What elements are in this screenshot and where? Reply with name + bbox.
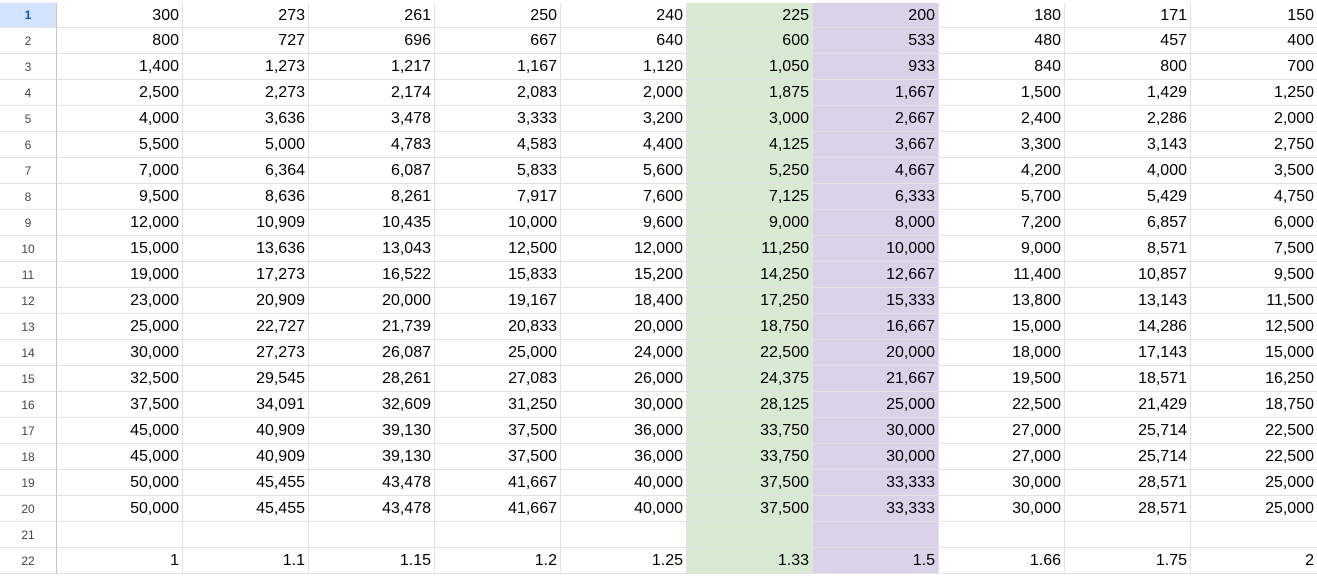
table-cell[interactable]: 3,667 [813,132,939,158]
table-cell[interactable]: 25,000 [1191,496,1317,522]
row-header[interactable]: 17 [0,418,57,444]
table-cell[interactable]: 28,125 [687,392,813,418]
table-cell[interactable]: 1 [57,548,183,574]
table-row [0,28,1317,54]
table-cell[interactable]: 15,333 [813,288,939,314]
table-cell[interactable]: 26,000 [561,366,687,392]
table-cell[interactable]: 1.75 [1065,548,1191,574]
table-cell[interactable]: 1,875 [687,80,813,106]
table-cell[interactable]: 24,000 [561,340,687,366]
table-cell[interactable]: 1.15 [309,548,435,574]
table-cell[interactable]: 10,435 [309,210,435,236]
table-cell[interactable]: 2,750 [1191,132,1317,158]
table-cell[interactable]: 4,583 [435,132,561,158]
table-cell[interactable]: 2,174 [309,80,435,106]
table-cell[interactable]: 22,727 [183,314,309,340]
table-cell[interactable]: 13,636 [183,236,309,262]
table-cell[interactable]: 17,250 [687,288,813,314]
table-cell[interactable]: 15,200 [561,262,687,288]
table-cell[interactable]: 43,478 [309,470,435,496]
table-row [0,184,1317,210]
table-cell[interactable]: 45,455 [183,470,309,496]
table-cell[interactable]: 39,130 [309,418,435,444]
table-cell[interactable]: 2,273 [183,80,309,106]
table-cell[interactable]: 9,500 [57,184,183,210]
table-cell[interactable]: 4,125 [687,132,813,158]
table-cell[interactable]: 23,000 [57,288,183,314]
table-cell[interactable]: 16,522 [309,262,435,288]
table-cell[interactable]: 1,050 [687,54,813,80]
table-cell[interactable]: 4,783 [309,132,435,158]
table-cell[interactable]: 1.5 [813,548,939,574]
table-cell[interactable]: 20,000 [813,340,939,366]
table-cell[interactable]: 4,400 [561,132,687,158]
table-cell[interactable]: 533 [813,28,939,54]
table-cell[interactable]: 37,500 [435,444,561,470]
table-cell[interactable]: 17,143 [1065,340,1191,366]
table-cell[interactable]: 600 [687,28,813,54]
table-cell[interactable]: 8,571 [1065,236,1191,262]
table-cell[interactable]: 171 [1065,3,1191,28]
table-cell[interactable]: 20,000 [309,288,435,314]
table-cell[interactable]: 32,609 [309,392,435,418]
table-cell[interactable]: 10,000 [813,236,939,262]
table-cell[interactable]: 4,750 [1191,184,1317,210]
table-cell[interactable]: 7,125 [687,184,813,210]
table-cell[interactable]: 18,571 [1065,366,1191,392]
table-cell[interactable]: 30,000 [813,444,939,470]
table-cell[interactable]: 1.1 [183,548,309,574]
table-cell[interactable]: 30,000 [939,496,1065,522]
table-cell[interactable]: 3,000 [687,106,813,132]
row-header[interactable]: 6 [0,132,57,158]
table-cell[interactable]: 727 [183,28,309,54]
table-cell[interactable]: 1,500 [939,80,1065,106]
table-cell[interactable]: 27,000 [939,418,1065,444]
table-cell[interactable]: 5,833 [435,158,561,184]
table-cell[interactable]: 3,500 [1191,158,1317,184]
table-cell[interactable]: 3,333 [435,106,561,132]
table-cell[interactable] [1191,522,1317,548]
table-cell[interactable]: 15,000 [57,236,183,262]
table-cell[interactable]: 32,500 [57,366,183,392]
table-cell[interactable]: 400 [1191,28,1317,54]
table-cell[interactable]: 3,636 [183,106,309,132]
table-row [0,522,1317,548]
table-cell[interactable]: 1,273 [183,54,309,80]
table-cell[interactable]: 50,000 [57,496,183,522]
table-cell[interactable]: 30,000 [57,340,183,366]
row-header[interactable]: 9 [0,210,57,236]
table-row [0,314,1317,340]
table-cell[interactable]: 1.66 [939,548,1065,574]
table-cell[interactable] [57,522,183,548]
table-cell[interactable]: 7,500 [1191,236,1317,262]
table-cell[interactable]: 33,750 [687,444,813,470]
table-cell[interactable]: 9,000 [939,236,1065,262]
table-cell[interactable]: 800 [1065,54,1191,80]
table-cell[interactable]: 5,700 [939,184,1065,210]
table-cell[interactable]: 33,750 [687,418,813,444]
table-cell[interactable]: 41,667 [435,470,561,496]
table-cell[interactable]: 22,500 [1191,418,1317,444]
table-cell[interactable]: 2,000 [561,80,687,106]
table-row [0,106,1317,132]
row-header[interactable]: 22 [0,548,57,574]
row-header[interactable]: 2 [0,28,57,54]
table-cell[interactable]: 31,250 [435,392,561,418]
table-row [0,392,1317,418]
table-row [0,496,1317,522]
table-cell[interactable]: 21,739 [309,314,435,340]
table-cell[interactable]: 7,917 [435,184,561,210]
table-cell[interactable]: 41,667 [435,496,561,522]
table-cell[interactable]: 300 [57,3,183,28]
table-row [0,132,1317,158]
table-row [0,158,1317,184]
row-header[interactable]: 16 [0,392,57,418]
table-cell[interactable]: 6,333 [813,184,939,210]
table-cell[interactable]: 180 [939,3,1065,28]
table-cell[interactable]: 27,083 [435,366,561,392]
table-cell[interactable]: 22,500 [939,392,1065,418]
table-cell[interactable]: 13,043 [309,236,435,262]
table-cell[interactable]: 15,000 [939,314,1065,340]
table-cell[interactable]: 667 [435,28,561,54]
table-cell[interactable]: 20,833 [435,314,561,340]
table-cell[interactable]: 800 [57,28,183,54]
table-cell[interactable]: 16,667 [813,314,939,340]
table-cell[interactable] [561,522,687,548]
table-cell[interactable]: 10,857 [1065,262,1191,288]
table-cell[interactable]: 26,087 [309,340,435,366]
table-cell[interactable]: 37,500 [57,392,183,418]
table-cell[interactable]: 40,909 [183,444,309,470]
table-cell[interactable]: 13,800 [939,288,1065,314]
row-header[interactable]: 3 [0,54,57,80]
table-cell[interactable]: 21,667 [813,366,939,392]
table-cell[interactable]: 1.25 [561,548,687,574]
spreadsheet-grid [0,3,1317,574]
table-row [0,366,1317,392]
table-cell[interactable]: 1,667 [813,80,939,106]
table-cell[interactable]: 36,000 [561,418,687,444]
table-cell[interactable]: 200 [813,3,939,28]
table-cell[interactable]: 25,000 [57,314,183,340]
table-cell[interactable]: 18,750 [687,314,813,340]
table-cell[interactable] [939,522,1065,548]
table-cell[interactable]: 273 [183,3,309,28]
table-cell[interactable]: 45,455 [183,496,309,522]
row-header[interactable]: 1 [0,3,57,28]
table-cell[interactable]: 3,300 [939,132,1065,158]
table-row [0,236,1317,262]
table-cell[interactable]: 18,400 [561,288,687,314]
table-cell[interactable]: 2,000 [1191,106,1317,132]
table-cell[interactable]: 1,167 [435,54,561,80]
table-cell[interactable] [687,522,813,548]
table-cell[interactable]: 6,087 [309,158,435,184]
table-cell[interactable]: 6,857 [1065,210,1191,236]
table-cell[interactable]: 39,130 [309,444,435,470]
table-cell[interactable]: 840 [939,54,1065,80]
row-header[interactable]: 15 [0,366,57,392]
table-cell[interactable]: 22,500 [687,340,813,366]
table-cell[interactable]: 5,250 [687,158,813,184]
row-header[interactable]: 18 [0,444,57,470]
table-cell[interactable]: 7,200 [939,210,1065,236]
row-header[interactable]: 10 [0,236,57,262]
table-cell[interactable]: 10,000 [435,210,561,236]
table-cell[interactable]: 11,500 [1191,288,1317,314]
table-cell[interactable]: 17,273 [183,262,309,288]
table-cell[interactable]: 1,429 [1065,80,1191,106]
table-cell[interactable]: 37,500 [435,418,561,444]
table-cell[interactable]: 1.2 [435,548,561,574]
table-row [0,54,1317,80]
row-header[interactable]: 19 [0,470,57,496]
table-cell[interactable]: 9,500 [1191,262,1317,288]
row-header[interactable]: 13 [0,314,57,340]
table-cell[interactable]: 33,333 [813,470,939,496]
table-cell[interactable]: 30,000 [561,392,687,418]
table-cell[interactable]: 250 [435,3,561,28]
table-cell[interactable]: 11,250 [687,236,813,262]
table-cell[interactable]: 43,478 [309,496,435,522]
table-cell[interactable] [309,522,435,548]
table-cell[interactable]: 700 [1191,54,1317,80]
table-cell[interactable]: 2 [1191,548,1317,574]
table-cell[interactable]: 1,400 [57,54,183,80]
table-cell[interactable]: 19,167 [435,288,561,314]
table-cell[interactable]: 37,500 [687,496,813,522]
table-cell[interactable]: 3,200 [561,106,687,132]
table-cell[interactable]: 33,333 [813,496,939,522]
table-cell[interactable]: 7,600 [561,184,687,210]
row-header[interactable]: 14 [0,340,57,366]
table-row [0,262,1317,288]
table-cell[interactable]: 18,000 [939,340,1065,366]
table-cell[interactable] [1065,522,1191,548]
table-cell[interactable] [435,522,561,548]
table-cell[interactable]: 19,000 [57,262,183,288]
table-cell[interactable]: 5,000 [183,132,309,158]
table-cell[interactable]: 27,000 [939,444,1065,470]
table-cell[interactable]: 480 [939,28,1065,54]
table-row [0,418,1317,444]
row-header[interactable]: 4 [0,80,57,106]
table-cell[interactable]: 8,636 [183,184,309,210]
table-row [0,444,1317,470]
table-cell[interactable]: 25,000 [813,392,939,418]
table-row [0,80,1317,106]
row-header[interactable]: 5 [0,106,57,132]
table-cell[interactable]: 25,000 [1191,470,1317,496]
table-cell[interactable]: 15,833 [435,262,561,288]
table-cell[interactable]: 30,000 [813,418,939,444]
table-cell[interactable]: 1.33 [687,548,813,574]
table-cell[interactable]: 5,429 [1065,184,1191,210]
table-cell[interactable]: 9,000 [687,210,813,236]
table-cell[interactable]: 15,000 [1191,340,1317,366]
table-row [0,210,1317,236]
table-cell[interactable]: 3,478 [309,106,435,132]
table-cell[interactable]: 225 [687,3,813,28]
row-header[interactable]: 20 [0,496,57,522]
table-cell[interactable]: 25,000 [435,340,561,366]
table-cell[interactable]: 25,714 [1065,418,1191,444]
table-cell[interactable]: 28,571 [1065,470,1191,496]
table-cell[interactable]: 5,600 [561,158,687,184]
table-cell[interactable]: 6,000 [1191,210,1317,236]
table-cell[interactable]: 14,250 [687,262,813,288]
table-cell[interactable] [183,522,309,548]
table-cell[interactable]: 150 [1191,3,1317,28]
table-cell[interactable]: 18,750 [1191,392,1317,418]
row-header[interactable]: 12 [0,288,57,314]
table-cell[interactable]: 11,400 [939,262,1065,288]
table-cell[interactable]: 20,000 [561,314,687,340]
table-cell[interactable]: 19,500 [939,366,1065,392]
table-cell[interactable]: 12,000 [561,236,687,262]
table-cell[interactable]: 2,400 [939,106,1065,132]
table-cell[interactable]: 2,083 [435,80,561,106]
row-header[interactable]: 21 [0,522,57,548]
table-cell[interactable]: 25,714 [1065,444,1191,470]
table-cell[interactable]: 21,429 [1065,392,1191,418]
table-row [0,3,1317,28]
table-cell[interactable]: 45,000 [57,418,183,444]
table-cell[interactable]: 28,261 [309,366,435,392]
table-cell[interactable]: 240 [561,3,687,28]
table-row [0,548,1317,574]
table-cell[interactable]: 28,571 [1065,496,1191,522]
table-cell[interactable]: 10,909 [183,210,309,236]
table-cell[interactable]: 50,000 [57,470,183,496]
table-cell[interactable]: 261 [309,3,435,28]
table-cell[interactable]: 12,000 [57,210,183,236]
table-cell[interactable]: 12,667 [813,262,939,288]
table-cell[interactable]: 22,500 [1191,444,1317,470]
table-cell[interactable]: 34,091 [183,392,309,418]
row-header[interactable]: 7 [0,158,57,184]
table-cell[interactable]: 457 [1065,28,1191,54]
table-cell[interactable]: 933 [813,54,939,80]
row-header[interactable]: 8 [0,184,57,210]
table-cell[interactable]: 2,500 [57,80,183,106]
table-cell[interactable]: 14,286 [1065,314,1191,340]
table-cell[interactable]: 40,000 [561,496,687,522]
table-cell[interactable]: 27,273 [183,340,309,366]
table-cell[interactable]: 2,286 [1065,106,1191,132]
table-cell[interactable]: 16,250 [1191,366,1317,392]
table-cell[interactable]: 40,909 [183,418,309,444]
table-cell[interactable]: 640 [561,28,687,54]
table-cell[interactable]: 4,000 [1065,158,1191,184]
table-cell[interactable]: 12,500 [1191,314,1317,340]
table-cell[interactable]: 1,120 [561,54,687,80]
table-cell[interactable]: 4,667 [813,158,939,184]
table-cell[interactable] [813,522,939,548]
table-cell[interactable]: 5,500 [57,132,183,158]
table-cell[interactable]: 36,000 [561,444,687,470]
table-cell[interactable]: 12,500 [435,236,561,262]
table-row [0,340,1317,366]
table-cell[interactable]: 7,000 [57,158,183,184]
table-cell[interactable]: 45,000 [57,444,183,470]
table-row [0,288,1317,314]
table-cell[interactable]: 40,000 [561,470,687,496]
table-cell[interactable]: 696 [309,28,435,54]
table-cell[interactable]: 6,364 [183,158,309,184]
table-cell[interactable]: 9,600 [561,210,687,236]
table-cell[interactable]: 4,000 [57,106,183,132]
table-cell[interactable]: 8,261 [309,184,435,210]
table-cell[interactable]: 24,375 [687,366,813,392]
table-cell[interactable]: 2,667 [813,106,939,132]
row-header[interactable]: 11 [0,262,57,288]
table-cell[interactable]: 1,250 [1191,80,1317,106]
table-row [0,470,1317,496]
table-cell[interactable]: 1,217 [309,54,435,80]
table-cell[interactable]: 37,500 [687,470,813,496]
table-cell[interactable]: 29,545 [183,366,309,392]
table-cell[interactable]: 13,143 [1065,288,1191,314]
table-cell[interactable]: 8,000 [813,210,939,236]
table-cell[interactable]: 30,000 [939,470,1065,496]
table-cell[interactable]: 4,200 [939,158,1065,184]
table-cell[interactable]: 3,143 [1065,132,1191,158]
table-cell[interactable]: 20,909 [183,288,309,314]
